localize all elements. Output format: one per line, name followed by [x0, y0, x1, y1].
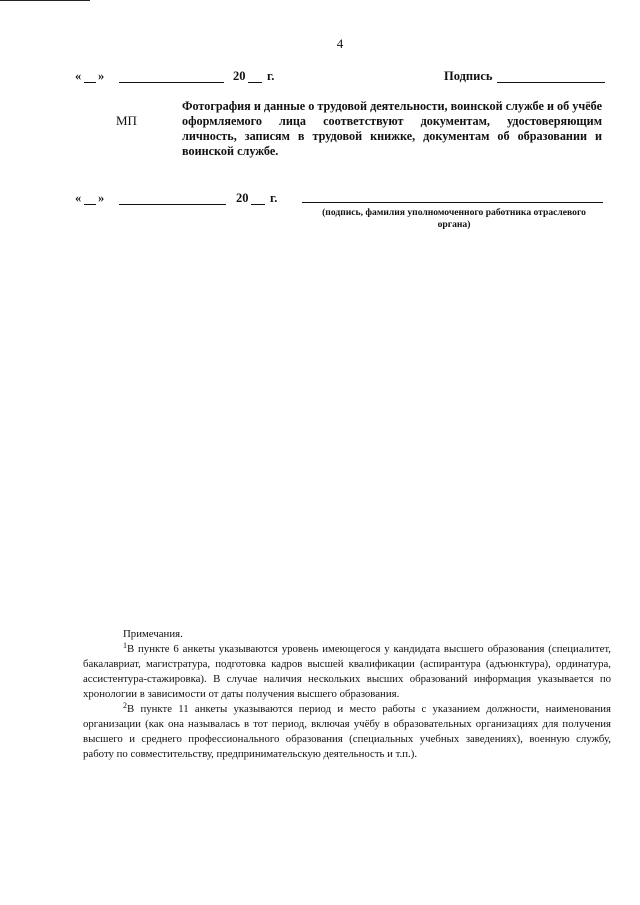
month-blank[interactable]: [119, 82, 224, 83]
stamp-label: МП: [116, 113, 137, 128]
notes-section: [83, 627, 611, 762]
year-suffix: г.: [267, 69, 275, 83]
page-number: 4: [336, 36, 344, 51]
year-blank[interactable]: [248, 82, 262, 83]
quote-close: »: [98, 69, 105, 83]
month-blank[interactable]: [119, 204, 226, 205]
day-blank[interactable]: [84, 82, 96, 83]
quote-close: »: [98, 191, 105, 205]
top-rule: [0, 0, 90, 1]
notes-heading: Примечания.: [123, 628, 183, 640]
note-1-text: В пункте 6 анкеты указываются уровень имеющегося у кандидата высшего образования (специалитет, бакалавриат, магистратура, подготовка кадров высшей квалификации (аспирантура (адъюнктура), ординатура, ассистентура-стажировка). В случае наличия нескольких высших образований информация указывается по хронологии в зависимости от даты получения высшего образования.: [83, 643, 611, 700]
signature-label: Подпись: [444, 69, 493, 83]
photo-statement: Фотография и данные о трудовой деятельности, воинской службе и об учёбе оформляемого лица соответствуют документам, удостоверяющим личность, записям в трудовой книжке, документам об образовании и воинской службе.: [182, 99, 602, 158]
quote-open: «: [75, 69, 82, 83]
year-prefix: 20: [236, 191, 249, 205]
authorized-signature-line[interactable]: [302, 202, 603, 203]
quote-open: «: [75, 191, 82, 205]
year-blank[interactable]: [251, 204, 265, 205]
note-2: [83, 702, 611, 762]
year-suffix: г.: [270, 191, 278, 205]
signature-caption: (подпись, фамилия уполномоченного работника отраслевого органа): [322, 207, 586, 230]
note-1: [83, 642, 611, 702]
day-blank[interactable]: [84, 204, 96, 205]
note-2-mark: 2: [123, 701, 127, 710]
note-2-text: В пункте 11 анкеты указываются период и место работы с указанием должности, наименования организации (как она называлась в тот период, включая учёбу в образовательных организациях для получения высшего и среднего профессионального образования (специальных учебных заведениях), военную службу, работу по совместительству, предпринимательскую деятельность и т.п.).: [83, 703, 611, 760]
note-1-mark: 1: [123, 641, 127, 650]
year-prefix: 20: [233, 69, 246, 83]
signature-blank[interactable]: [497, 82, 605, 83]
